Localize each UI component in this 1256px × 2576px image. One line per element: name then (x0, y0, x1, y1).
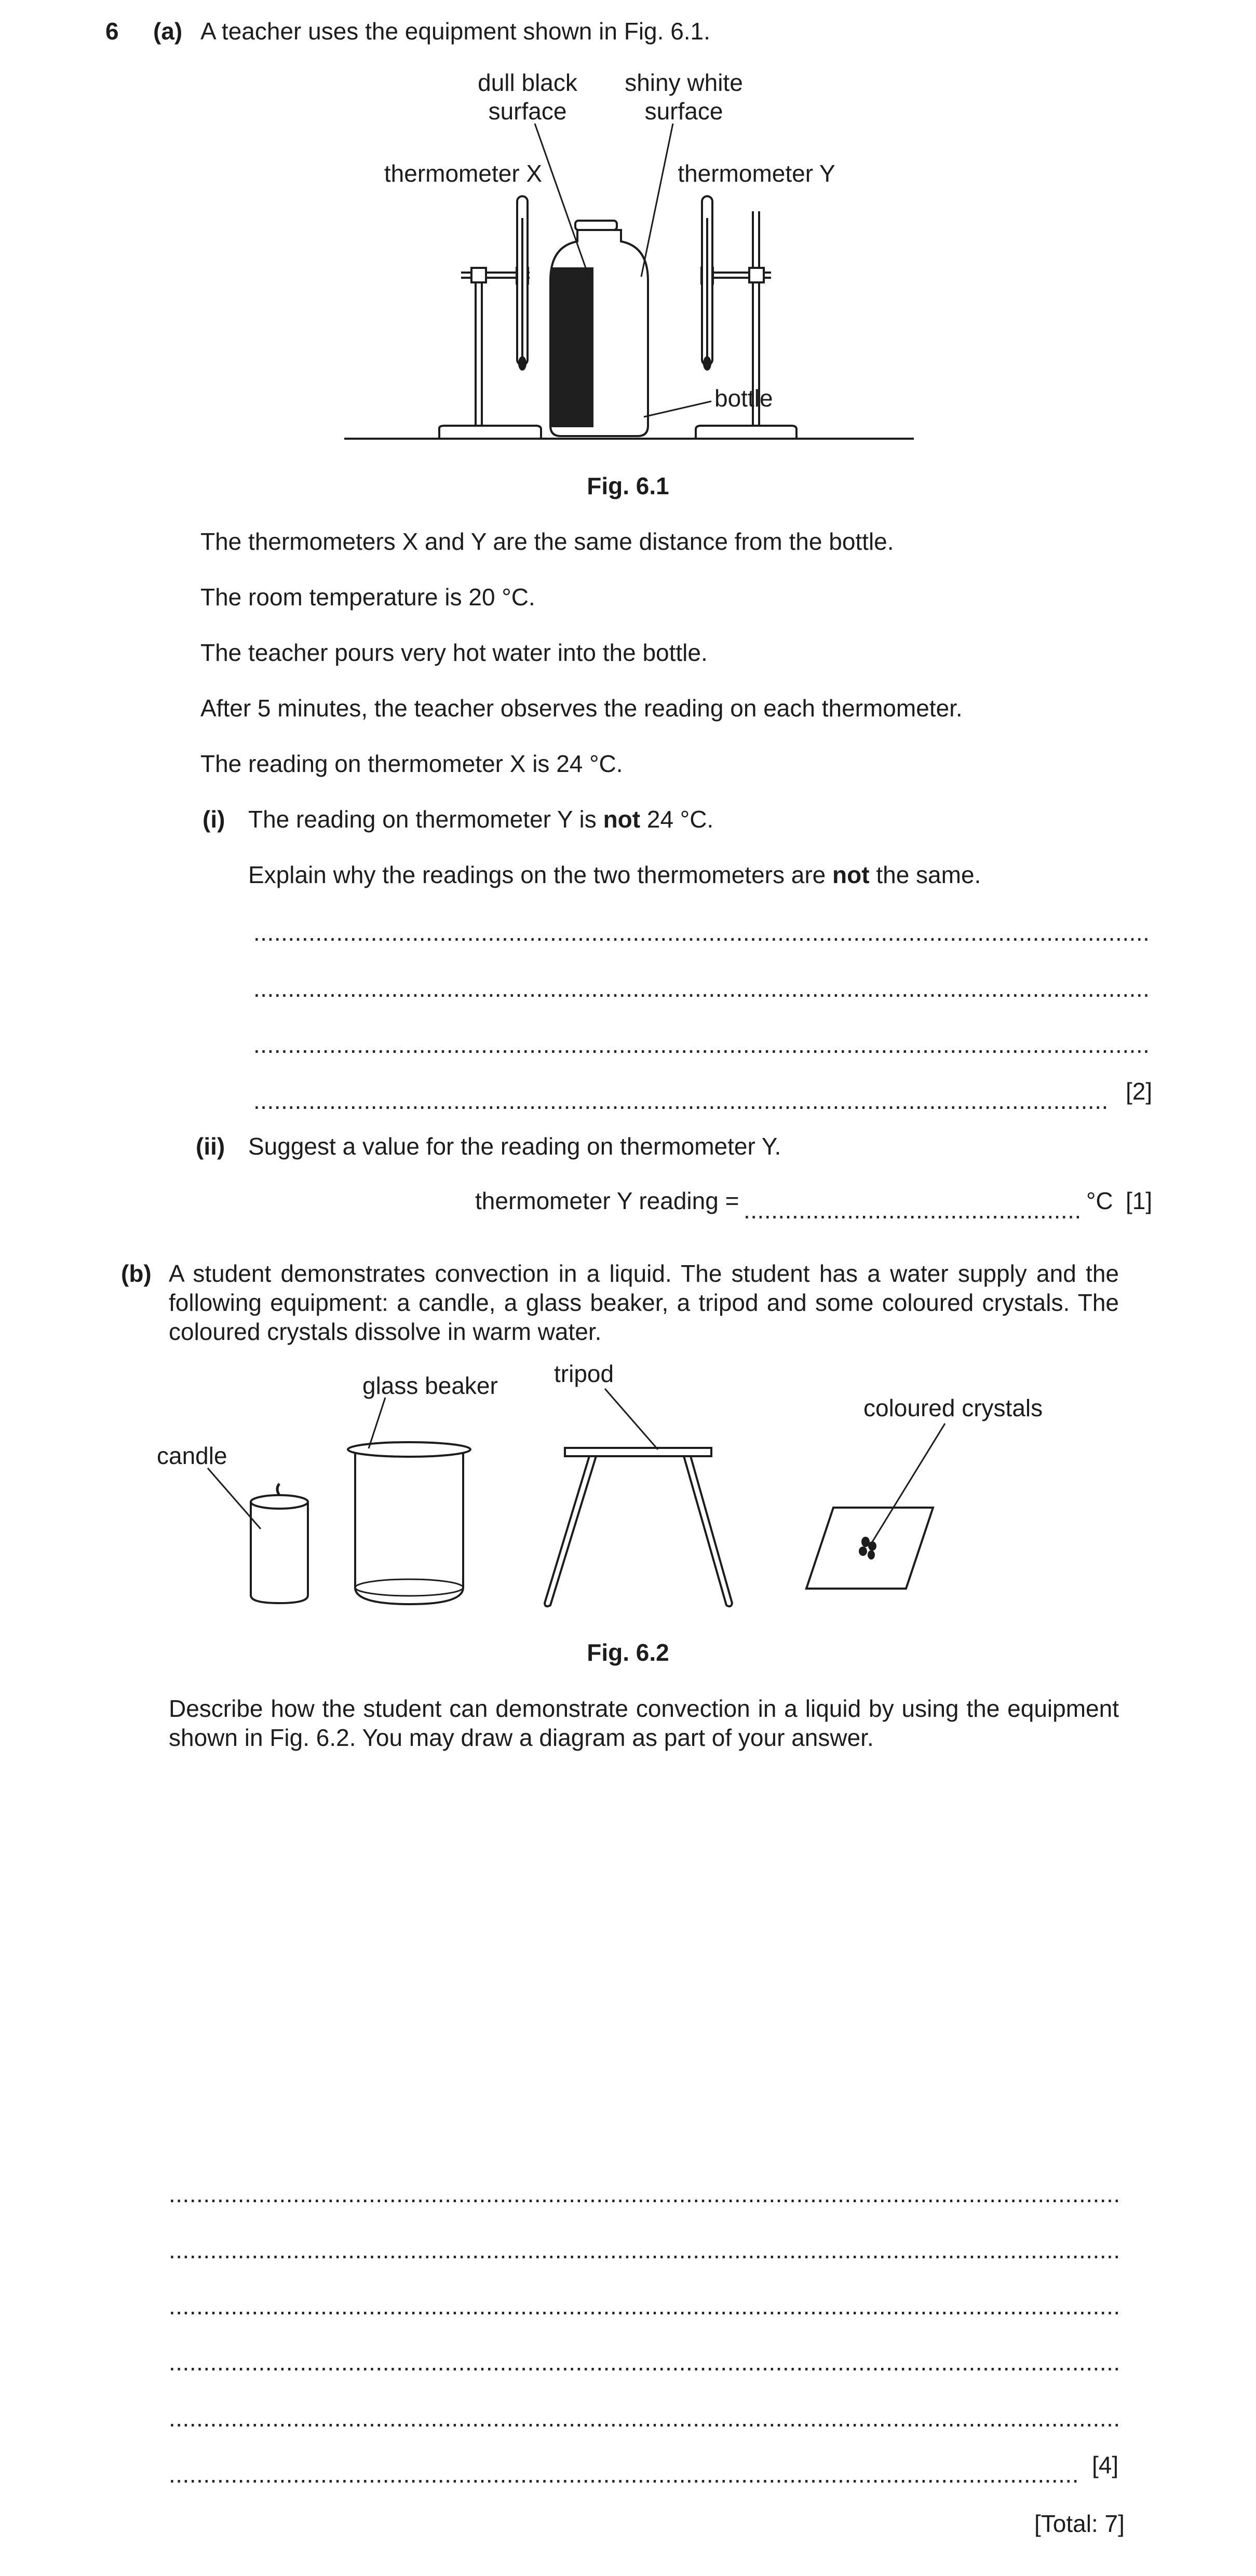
part-i-line2: Explain why the readings on the two thermometers are not the same. (248, 861, 981, 888)
label-dull-black-line2: surface (488, 98, 567, 125)
part-ii-marks: [1] (1126, 1187, 1153, 1214)
part-i-label: (i) (202, 806, 225, 833)
thermometer-y (702, 196, 712, 371)
answer-line-b-2[interactable] (169, 2235, 1119, 2265)
label-bottle: bottle (714, 385, 773, 412)
answer-line-b-1[interactable] (169, 2179, 1119, 2208)
thermometer-y-reading-label: thermometer Y reading = (475, 1187, 739, 1214)
label-shiny-white-line1: shiny white (625, 69, 743, 96)
thermometer-y-unit: °C (1086, 1187, 1113, 1214)
dull-black-surface (551, 267, 593, 427)
question-number: 6 (105, 18, 119, 45)
statement-5: The reading on thermometer X is 24 °C. (200, 750, 623, 777)
candle (251, 1484, 308, 1603)
label-tripod: tripod (554, 1360, 614, 1387)
thermometer-y-reading-field[interactable] (744, 1196, 1084, 1225)
answer-line-b-6[interactable] (169, 2460, 1080, 2489)
glass-beaker (348, 1442, 470, 1604)
statement-2: The room temperature is 20 °C. (200, 584, 535, 611)
label-shiny-white-line2: surface (644, 98, 723, 125)
answer-line-i-3[interactable] (253, 1030, 1149, 1059)
statement-3: The teacher pours very hot water into the bottle. (200, 639, 708, 666)
label-coloured-crystals: coloured crystals (863, 1394, 1043, 1421)
statement-4: After 5 minutes, the teacher observes the reading on each thermometer. (200, 695, 963, 722)
part-b-intro: A student demonstrates convection in a liquid. The student has a water supply and the following equipment: a candle, a glass beaker, a tripod and some coloured crystals. The coloured crystals dissolve in warm water. (169, 1260, 1119, 1345)
figure-6-1-caption: Fig. 6.1 (587, 472, 669, 499)
label-thermometer-y: thermometer Y (678, 160, 835, 187)
diagram-space[interactable] (169, 1765, 1119, 2160)
label-candle: candle (157, 1442, 227, 1469)
answer-line-i-2[interactable] (253, 974, 1149, 1003)
statement-1: The thermometers X and Y are the same distance from the bottle. (200, 528, 894, 555)
part-b-marks: [4] (1092, 2451, 1119, 2478)
figure-6-2 (145, 1360, 1070, 1620)
figure-6-1 (332, 62, 924, 457)
answer-line-b-3[interactable] (169, 2292, 1119, 2321)
answer-line-b-5[interactable] (169, 2404, 1119, 2433)
part-a-label: (a) (153, 18, 183, 45)
label-dull-black-line1: dull black (478, 69, 577, 96)
part-i-line1: The reading on thermometer Y is not 24 °C. (248, 806, 714, 833)
total-marks: [Total: 7] (1034, 2510, 1125, 2537)
bottle (550, 221, 648, 436)
coloured-crystals (806, 1508, 933, 1589)
part-b-label: (b) (121, 1260, 152, 1287)
thermometer-x (517, 196, 528, 371)
answer-line-b-4[interactable] (169, 2348, 1119, 2377)
answer-line-i-4[interactable] (253, 1086, 1109, 1115)
part-ii-prompt: Suggest a value for the reading on thermometer Y. (248, 1133, 781, 1160)
label-glass-beaker: glass beaker (362, 1372, 498, 1399)
label-thermometer-x: thermometer X (384, 160, 543, 187)
figure-6-2-caption: Fig. 6.2 (587, 1639, 669, 1666)
tripod (545, 1448, 732, 1606)
part-a-intro: A teacher uses the equipment shown in Fig. 6.1. (200, 18, 710, 45)
part-i-marks: [2] (1126, 1078, 1153, 1105)
part-b-task: Describe how the student can demonstrate convection in a liquid by using the equipment shown in Fig. 6.2. You may draw a diagram as part of your answer. (169, 1695, 1119, 1751)
answer-line-i-1[interactable] (253, 918, 1149, 947)
part-ii-label: (ii) (196, 1133, 225, 1160)
